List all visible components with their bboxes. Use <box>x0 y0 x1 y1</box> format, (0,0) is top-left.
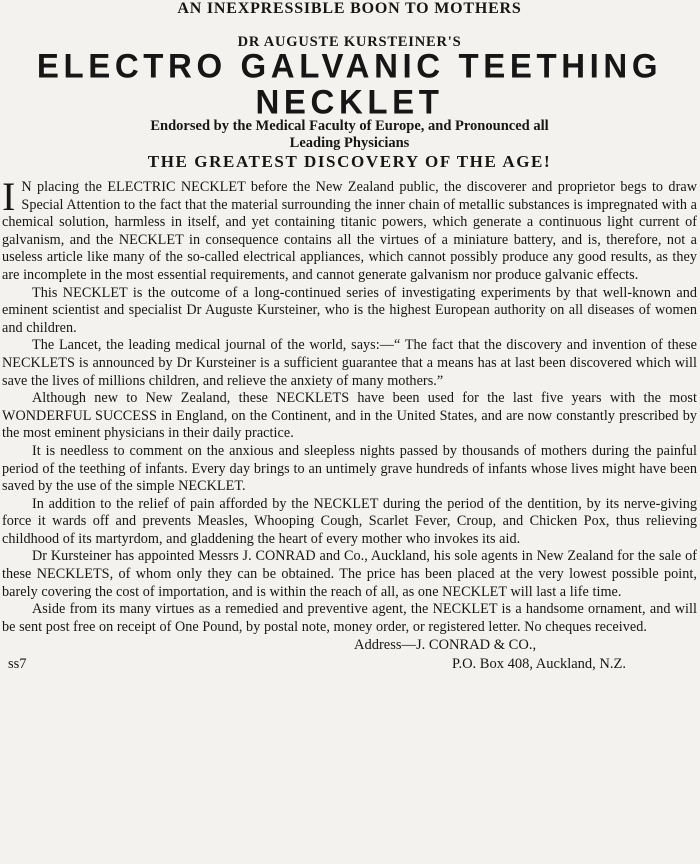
paragraph-1 <box>2 174 697 285</box>
endorsement-line: Endorsed by the Medical Faculty of Europe, and Pronounced all <box>150 118 549 134</box>
paragraph-5: It is needless to comment on the anxious and sleepless nights passed by thousands of mothers during the painful period of the teething of infants. Every day brings to an untimely grave hundreds of infants whose lives might have been saved by the use of the simple NECKLET. <box>2 442 697 495</box>
paragraph-6: In addition to the relief of pain afforded by the NECKLET during the period of the dentition, by its nerve-giving force it wards off and prevents Measles, Whooping Cough, Scarlet Fever, Croup, and Chicken Pox, thus relieving childhood of its martyrdom, and gladdening the heart of every mother who invokes its aid. <box>2 495 697 547</box>
ad-code: ss7 <box>8 656 27 673</box>
product-title: ELECTRO GALVANIC TEETHING NECKLET <box>36 46 663 121</box>
ad-body <box>2 174 697 636</box>
drop-cap: I <box>2 174 16 219</box>
paragraph-3: The Lancet, the leading medical journal of the world, says:—“ The fact that the discovery and invention of these NECKLETS is announced by Dr Kursteiner is a sufficient guarantee that a means has at last been discovered which will save the lives of millions children, and relieve the anxiety of many mothers.” <box>2 337 697 389</box>
paragraph-1-text: N placing the ELECTRIC NECKLET before the New Zealand public, the discoverer and proprietor begs to draw Special Attention to the fact that the material surrounding the inner chain of metallic substances is impregnated with a chemical solution, harmless in itself, and yet containing titanic powers, which generate a continuous light current of galvanism, and the NECKLET in consequence contains all the virtues of a miniature battery, and is, therefore, not a useless article like many of the so-called electrical appliances, which cannot possibly produce any good results, as they are incomplete in the most essential requirements, and cannot generate galvanism nor produce galvanic effects. <box>2 179 697 283</box>
po-box-line: P.O. Box 408, Auckland, N.Z. <box>452 656 626 673</box>
top-headline: AN INEXPRESSIBLE BOON TO MOTHERS <box>177 0 522 17</box>
paragraph-2: This NECKLET is the outcome of a long-continued series of investigating experiments by that well-known and eminent scientist and specialist Dr Auguste Kursteiner, who is the highest European authority on all diseases of women and children. <box>2 284 697 336</box>
paragraph-8: Aside from its many virtues as a remedied and preventive agent, the NECKLET is a handsome ornament, and will be sent post free on receipt of One Pound, by postal note, money order, or registered letter. No cheques received. <box>2 601 697 635</box>
author-line: DR AUGUSTE KURSTEINER'S <box>237 34 462 50</box>
endorsement-line-2: Leading Physicians <box>289 135 410 151</box>
ad-footer <box>2 636 697 674</box>
paragraph-7: Dr Kursteiner has appointed Messrs J. CONRAD and Co., Auckland, his sole agents in New Zealand for the sale of these NECKLETS, of whom only they can be obtained. The price has been placed at the very lowest possible point, barely covering the cost of importation, and is within the reach of all, as one NECKLET will last a life time. <box>2 548 697 600</box>
tagline: THE GREATEST DISCOVERY OF THE AGE! <box>147 152 552 171</box>
address-line: Address—J. CONRAD & CO., <box>354 637 537 654</box>
paragraph-4: Although new to New Zealand, these NECKLETS have been used for the last five years with the most WONDERFUL SUCCESS in England, on the Continent, and in the United States, and are now constantly prescribed by the most eminent physicians in their daily practice. <box>2 390 697 442</box>
